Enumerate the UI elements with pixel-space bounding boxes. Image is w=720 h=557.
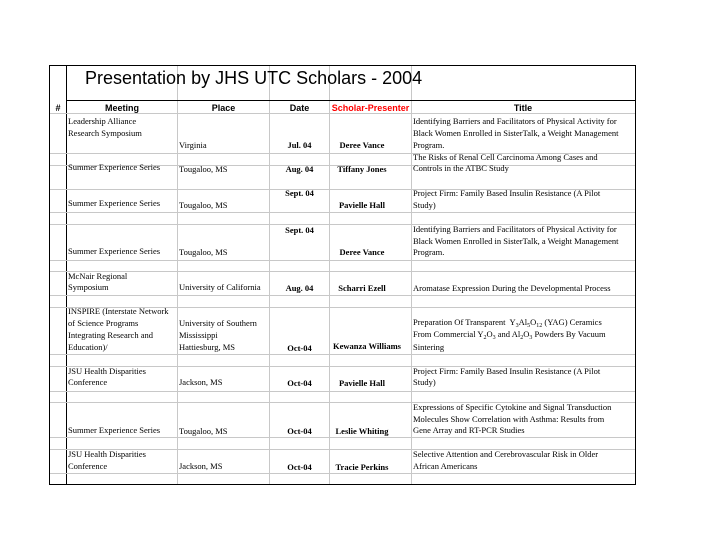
place-cell: University of California bbox=[179, 282, 261, 292]
place-cell: Mississippi bbox=[179, 330, 218, 340]
meeting-cell: Symposium bbox=[68, 282, 109, 292]
title-cell: Aromatase Expression During the Developmental Process bbox=[413, 283, 611, 293]
meeting-cell: Summer Experience Series bbox=[68, 162, 161, 172]
presenter-cell: Deree Vance bbox=[339, 247, 385, 257]
presenter-cell: Leslie Whiting bbox=[335, 426, 389, 436]
meeting-cell: of Science Programs bbox=[68, 318, 139, 328]
title-cell: Selective Attention and Cerebrovascular Risk in Older bbox=[413, 449, 599, 459]
title-cell: Study) bbox=[413, 377, 436, 387]
title-cell: Program. bbox=[413, 247, 445, 257]
grid-line bbox=[50, 473, 635, 474]
presenter-cell: Pavielle Hall bbox=[338, 378, 386, 388]
header-meeting: Meeting bbox=[104, 103, 139, 113]
grid-line bbox=[50, 212, 635, 213]
presenter-cell: Deree Vance bbox=[339, 140, 385, 150]
date-cell: Oct-04 bbox=[287, 426, 312, 436]
title-cell: Project Firm: Family Based Insulin Resistance (A Pilot bbox=[413, 366, 601, 376]
title-cell: Program. bbox=[413, 140, 445, 150]
place-cell: Tougaloo, MS bbox=[179, 200, 228, 210]
page-title: Presentation by JHS UTC Scholars - 2004 bbox=[85, 68, 423, 88]
grid-line bbox=[50, 113, 635, 114]
title-cell: From Commercial $Y_2O_3$ and $Al_2O_3$ Powders By Vacuum bbox=[413, 329, 606, 341]
presenter-cell: Tiffany Jones bbox=[337, 164, 387, 174]
place-cell: Jackson, MS bbox=[179, 377, 223, 387]
title-cell: Black Women Enrolled in SisterTalk, a Weight Management bbox=[413, 236, 619, 246]
title-cell: Sintering bbox=[413, 342, 445, 352]
presenter-cell: Pavielle Hall bbox=[338, 200, 386, 210]
place-cell: Tougaloo, MS bbox=[179, 247, 228, 257]
meeting-cell: Integrating Research and bbox=[68, 330, 153, 340]
grid-line bbox=[50, 260, 635, 261]
title-cell: The Risks of Renal Cell Carcinoma Among Cases and bbox=[413, 152, 598, 162]
meeting-cell: Summer Experience Series bbox=[68, 246, 161, 256]
title-cell: Gene Array and RT-PCR Studies bbox=[413, 425, 525, 435]
meeting-cell: JSU Health Disparities bbox=[68, 449, 146, 459]
place-cell: University of Southern bbox=[179, 318, 257, 328]
presenter-cell: Scharri Ezell bbox=[338, 283, 386, 293]
meeting-cell: Research Symposium bbox=[68, 128, 142, 138]
date-cell: Jul. 04 bbox=[287, 140, 312, 150]
date-cell: Sept. 04 bbox=[285, 188, 314, 198]
presenter-cell: Tracie Perkins bbox=[335, 462, 389, 472]
title-cell: Preparation Of Transparent $Y_3Al_5O_{12}$ (YAG) Ceramics bbox=[413, 317, 602, 329]
date-cell: Oct-04 bbox=[287, 462, 312, 472]
title-cell: Project Firm: Family Based Insulin Resistance (A Pilot bbox=[413, 188, 601, 198]
meeting-cell: Summer Experience Series bbox=[68, 425, 161, 435]
meeting-cell: Education)/ bbox=[68, 342, 108, 352]
grid-line bbox=[50, 295, 635, 296]
meeting-cell: Leadership Alliance bbox=[68, 116, 137, 126]
grid-line bbox=[329, 66, 330, 484]
place-cell: Hattiesburg, MS bbox=[179, 342, 236, 352]
header-num: # bbox=[55, 103, 61, 113]
date-cell: Oct-04 bbox=[287, 343, 312, 353]
grid-line bbox=[50, 271, 635, 272]
date-cell: Aug. 04 bbox=[285, 283, 314, 293]
presenter-cell: Kewanza Williams bbox=[333, 341, 401, 351]
grid-line bbox=[50, 391, 635, 392]
title-cell: Controls in the ATBC Study bbox=[413, 163, 509, 173]
title-cell: Identifying Barriers and Facilitators of Physical Activity for bbox=[413, 224, 617, 234]
grid-line bbox=[50, 354, 635, 355]
meeting-cell: McNair Regional bbox=[68, 271, 128, 281]
header-date: Date bbox=[289, 103, 310, 113]
header-presenter: Scholar-Presenter bbox=[331, 103, 410, 113]
title-cell: Study) bbox=[413, 200, 436, 210]
header-title: Title bbox=[513, 103, 533, 113]
date-cell: Sept. 04 bbox=[285, 225, 314, 235]
date-cell: Oct-04 bbox=[287, 378, 312, 388]
title-cell: Identifying Barriers and Facilitators of Physical Activity for bbox=[413, 116, 617, 126]
grid-line bbox=[269, 66, 270, 484]
date-cell: Aug. 04 bbox=[285, 164, 314, 174]
title-row bbox=[67, 66, 635, 101]
title-cell: Black Women Enrolled in SisterTalk, a Weight Management bbox=[413, 128, 619, 138]
meeting-cell: Conference bbox=[68, 377, 108, 387]
place-cell: Tougaloo, MS bbox=[179, 426, 228, 436]
grid-line bbox=[177, 66, 178, 484]
header-place: Place bbox=[211, 103, 236, 113]
place-cell: Tougaloo, MS bbox=[179, 164, 228, 174]
spreadsheet bbox=[49, 65, 636, 485]
place-cell: Jackson, MS bbox=[179, 461, 223, 471]
meeting-cell: Conference bbox=[68, 461, 108, 471]
grid-line bbox=[66, 66, 67, 484]
meeting-cell: JSU Health Disparities bbox=[68, 366, 146, 376]
title-cell: Expressions of Specific Cytokine and Signal Transduction bbox=[413, 402, 612, 412]
grid-line bbox=[411, 66, 412, 484]
grid-line bbox=[50, 437, 635, 438]
title-cell: African Americans bbox=[413, 461, 478, 471]
meeting-cell: Summer Experience Series bbox=[68, 198, 161, 208]
place-cell: Virginia bbox=[179, 140, 207, 150]
meeting-cell: INSPIRE (Interstate Network bbox=[68, 306, 169, 316]
title-cell: Molecules Show Correlation with Asthma: Results from bbox=[413, 414, 605, 424]
